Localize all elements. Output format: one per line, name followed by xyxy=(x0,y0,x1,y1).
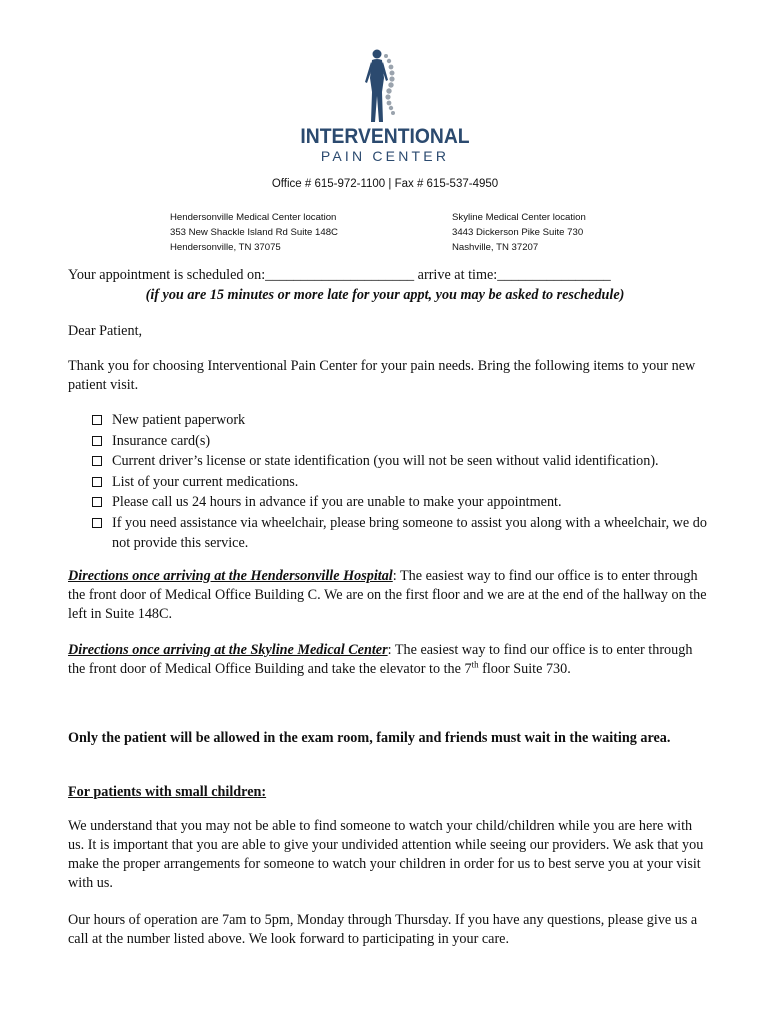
checklist-item: Insurance card(s) xyxy=(92,431,712,452)
directions-heading: Directions once arriving at the Skyline Medical Center xyxy=(68,642,388,658)
checkbox-icon[interactable] xyxy=(92,497,102,507)
greeting: Dear Patient, xyxy=(68,323,143,339)
directions-skyline xyxy=(68,641,708,679)
checklist-item: Please call us 24 hours in advance if you are unable to make your appointment. xyxy=(92,492,712,513)
appointment-line: Your appointment is scheduled on:_____________________ arrive at time:________________ xyxy=(68,267,611,283)
location-name: Hendersonville Medical Center location xyxy=(170,212,337,223)
children-heading: For patients with small children: xyxy=(68,784,267,800)
checklist-item: If you need assistance via wheelchair, please bring someone to assist you along with a wheelchair, we do not provide this service. xyxy=(92,513,712,554)
intro-paragraph: Thank you for choosing Interventional Pain Center for your pain needs. Bring the following items to your new patient visit. xyxy=(68,358,696,393)
location-hendersonville xyxy=(170,210,338,255)
checkbox-icon[interactable] xyxy=(92,436,102,446)
location-city: Hendersonville, TN 37075 xyxy=(170,242,281,253)
office-contact-line: Office # 615-972-1100 | Fax # 615-537-4950 xyxy=(271,178,499,190)
hours-paragraph: Our hours of operation are 7am to 5pm, Monday through Thursday. If you have any questions, please give us a call at the number listed above. We look forward to participating in your care. xyxy=(68,912,698,947)
patient-only-notice: Only the patient will be allowed in the exam room, family and friends must wait in the waiting area. xyxy=(68,730,671,746)
ordinal-suffix: th xyxy=(471,659,479,670)
checkbox-icon[interactable] xyxy=(92,415,102,425)
logo-wordmark: INTERVENTIONAL xyxy=(300,125,470,148)
directions-heading: Directions once arriving at the Hendersonville Hospital xyxy=(68,568,393,584)
checklist-item: List of your current medications. xyxy=(92,472,712,493)
human-spine-figure-icon xyxy=(355,48,415,124)
directions-hendersonville xyxy=(68,567,708,624)
checklist xyxy=(92,410,712,554)
checklist-item: Current driver’s license or state identification (you will not be seen without valid identification). xyxy=(92,451,712,472)
location-city: Nashville, TN 37207 xyxy=(452,242,539,253)
directions-text-end: floor Suite 730. xyxy=(478,661,571,677)
checkbox-icon[interactable] xyxy=(92,518,102,528)
location-skyline xyxy=(452,210,586,255)
logo-subtitle: PAIN CENTER xyxy=(320,148,450,164)
checklist-item: New patient paperwork xyxy=(92,410,712,431)
late-note: (if you are 15 minutes or more late for your appt, you may be asked to reschedule) xyxy=(145,287,625,303)
location-name: Skyline Medical Center location xyxy=(452,212,586,223)
location-street: 353 New Shackle Island Rd Suite 148C xyxy=(170,227,338,238)
directions-text: : The easiest way to find our office is to enter through the front door of Medical Office Building and take the elevator to the 7 xyxy=(68,642,693,677)
location-street: 3443 Dickerson Pike Suite 730 xyxy=(452,227,584,238)
directions-text: : The easiest way to find our office is to enter through the front door of Medical Office Building C. We are on the first floor and we are at the end of the hallway on the left in Suite 148C. xyxy=(68,568,707,622)
checkbox-icon[interactable] xyxy=(92,477,102,487)
logo xyxy=(0,48,770,164)
children-paragraph: We understand that you may not be able to find someone to watch your child/children while you are here with us. It is important that you are able to give your undivided attention while seeing our providers. We ask that you make the proper arrangements for someone to watch your children in order for us to best serve you at your visit with us. xyxy=(68,818,704,891)
checkbox-icon[interactable] xyxy=(92,456,102,466)
